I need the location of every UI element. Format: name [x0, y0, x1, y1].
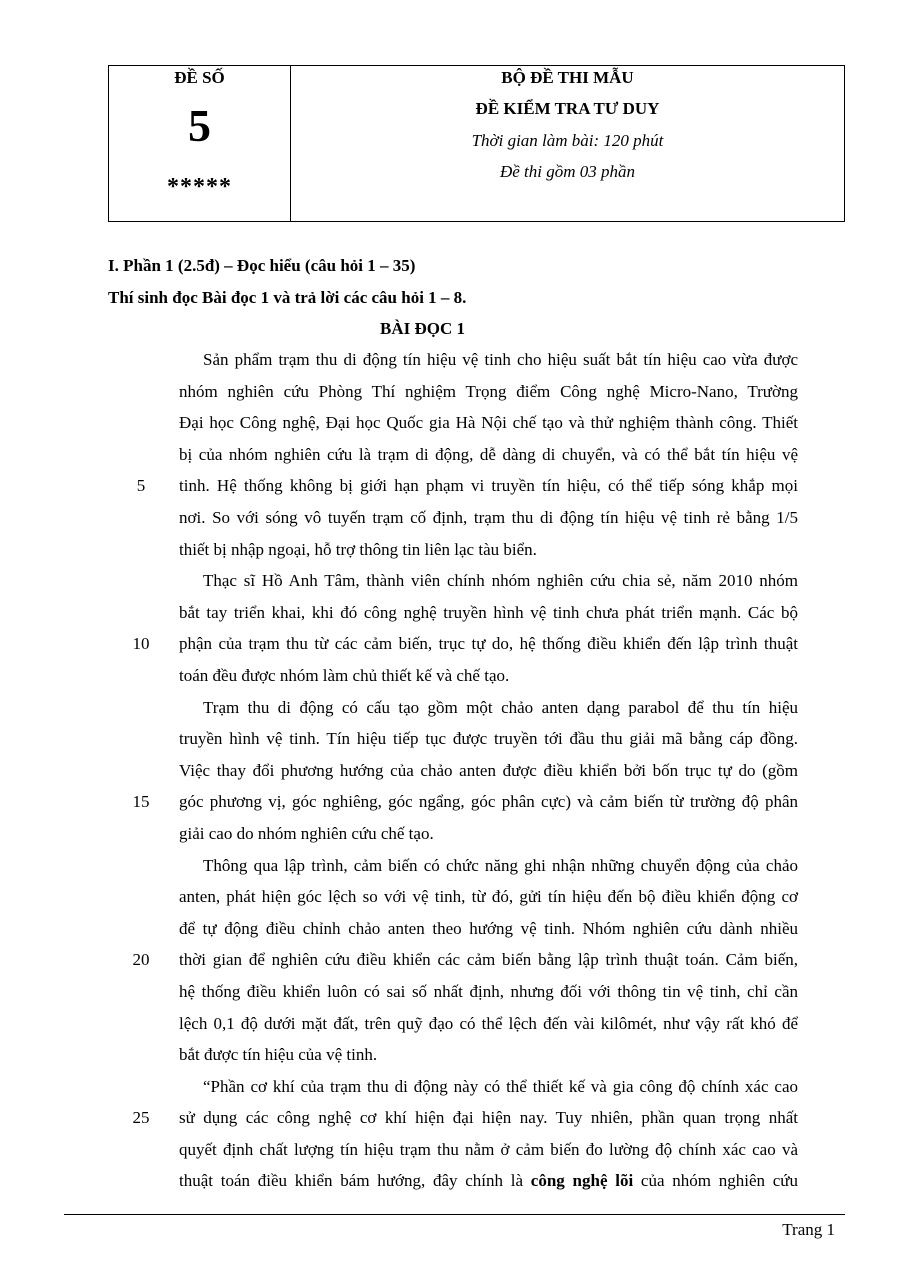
passage-line: tinh. Hệ thống không bị giới hạn phạm vi truyền tín hiệu, có thể tiếp sóng khắp mọi [179, 476, 798, 495]
passage-line: Trạm thu di động có cấu tạo gồm một chảo anten dạng parabol để thu tín hiệu [203, 698, 798, 717]
section-instruction: Thí sinh đọc Bài đọc 1 và trả lời các câu hỏi 1 – 8. [108, 288, 467, 307]
passage-line: Thông qua lập trình, cảm biến có chức năng ghi nhận những chuyển động của chảo [203, 856, 798, 875]
passage-line: thiết bị nhập ngoại, hỗ trợ thông tin liên lạc tàu biển. [179, 540, 537, 559]
line-number: 20 [132, 950, 150, 969]
exam-type-title: ĐỀ KIỂM TRA TƯ DUY [475, 99, 660, 118]
line-number: 15 [132, 792, 150, 811]
line-number: 25 [132, 1108, 150, 1127]
passage-line: Sản phẩm trạm thu di động tín hiệu vệ tinh cho hiệu suất bắt tín hiệu cao vừa được [203, 350, 798, 369]
passage-line: Đại học Công nghệ, Đại học Quốc gia Hà Nội chế tạo và thử nghiệm thành công. Thiết [179, 413, 798, 432]
passage-line: lệch 0,1 độ dưới mặt đất, trên quỹ đạo có thể lệch đến vài kilômét, như vậy rất khó để [179, 1014, 798, 1033]
exam-time: Thời gian làm bài: 120 phút [471, 131, 664, 150]
passage-line: toán đều được nhóm làm chủ thiết kế và chế tạo. [179, 666, 510, 685]
passage-line: bị của nhóm nghiên cứu là trạm di động, dễ dàng di chuyển, và có thể bắt tín hiệu vệ [179, 445, 798, 464]
passage-line: để tự động điều chỉnh chảo anten theo hướng vệ tinh. Nhóm nghiên cứu dành nhiều [179, 919, 798, 938]
passage-line-with-bold [179, 1170, 798, 1192]
passage-line: quyết định chất lượng tín hiệu trạm thu nằm ở cảm biến đo lường độ chính xác cao và [179, 1140, 798, 1159]
exam-set-title: BỘ ĐỀ THI MẪU [501, 68, 634, 87]
exam-number: 5 [188, 100, 211, 151]
footer-divider [64, 1214, 845, 1215]
passage-line: nhóm nghiên cứu Phòng Thí nghiệm Trọng điểm Công nghệ Micro-Nano, Trường [179, 382, 798, 401]
passage-line: Việc thay đổi phương hướng của chảo anten được điều khiển bởi bốn trục tự do (gồm [179, 761, 798, 780]
line-number: 5 [136, 476, 146, 495]
passage-line: “Phần cơ khí của trạm thu di động này có thể thiết kế và gia công độ chính xác cao [203, 1077, 798, 1096]
page-number: Trang 1 [782, 1220, 835, 1239]
passage-line: phận của trạm thu từ các cảm biến, trục tự do, hệ thống điều khiển đến lập trình thuật [179, 634, 798, 653]
exam-header-box [108, 65, 845, 222]
exam-number-cell [109, 66, 291, 221]
exam-title-cell [291, 66, 844, 221]
passage-line-end: của nhóm nghiên cứu [633, 1171, 799, 1190]
passage-line: nơi. So với sóng vô tuyến trạm cố định, trạm thu di động tín hiệu vệ tinh rẻ bằng 1/5 [179, 508, 798, 527]
line-number: 10 [132, 634, 150, 653]
core-technology-phrase: công nghệ lõi [530, 1171, 634, 1190]
passage-line: sử dụng các công nghệ cơ khí hiện đại hiện nay. Tuy nhiên, phần quan trọng nhất [179, 1108, 798, 1127]
passage-line: anten, phát hiện góc lệch so với vệ tinh, từ đó, gửi tín hiệu đến bộ điều khiển động cơ [179, 887, 798, 906]
exam-number-label: ĐỀ SỐ [174, 68, 225, 87]
passage-line: thời gian để nghiên cứu điều khiển các cảm biến bằng lập trình thuật toán. Cảm biến, [179, 950, 798, 969]
section-heading: I. Phần 1 (2.5đ) – Đọc hiểu (câu hỏi 1 – 35) [108, 256, 416, 275]
passage-title: BÀI ĐỌC 1 [379, 319, 465, 338]
passage-line-start: thuật toán điều khiển bám hướng, đây chính là [179, 1171, 531, 1190]
passage-line: bắt tay triển khai, khi đó công nghệ truyền hình vệ tinh chưa phát triển mạnh. Các bộ [179, 603, 798, 622]
passage-line: hệ thống điều khiển luôn có sai số nhất định, nhưng đối với thông tin vệ tinh, chỉ cần [179, 982, 798, 1001]
exam-stars: ***** [167, 174, 232, 200]
passage-line: giải cao do nhóm nghiên cứu chế tạo. [179, 824, 434, 843]
passage-line: góc phương vị, góc nghiêng, góc ngẩng, góc phân cực) và cảm biến từ trường độ phân [179, 792, 798, 811]
passage-line: Thạc sĩ Hồ Anh Tâm, thành viên chính nhóm nghiên cứu chia sẻ, năm 2010 nhóm [203, 571, 798, 590]
passage-line: truyền hình vệ tinh. Tín hiệu tiếp tục được truyền tới đầu thu giải mã bằng cáp đồng. [179, 729, 798, 748]
passage-line: bắt được tín hiệu của vệ tinh. [179, 1045, 378, 1064]
exam-parts: Đề thi gồm 03 phần [499, 162, 636, 181]
